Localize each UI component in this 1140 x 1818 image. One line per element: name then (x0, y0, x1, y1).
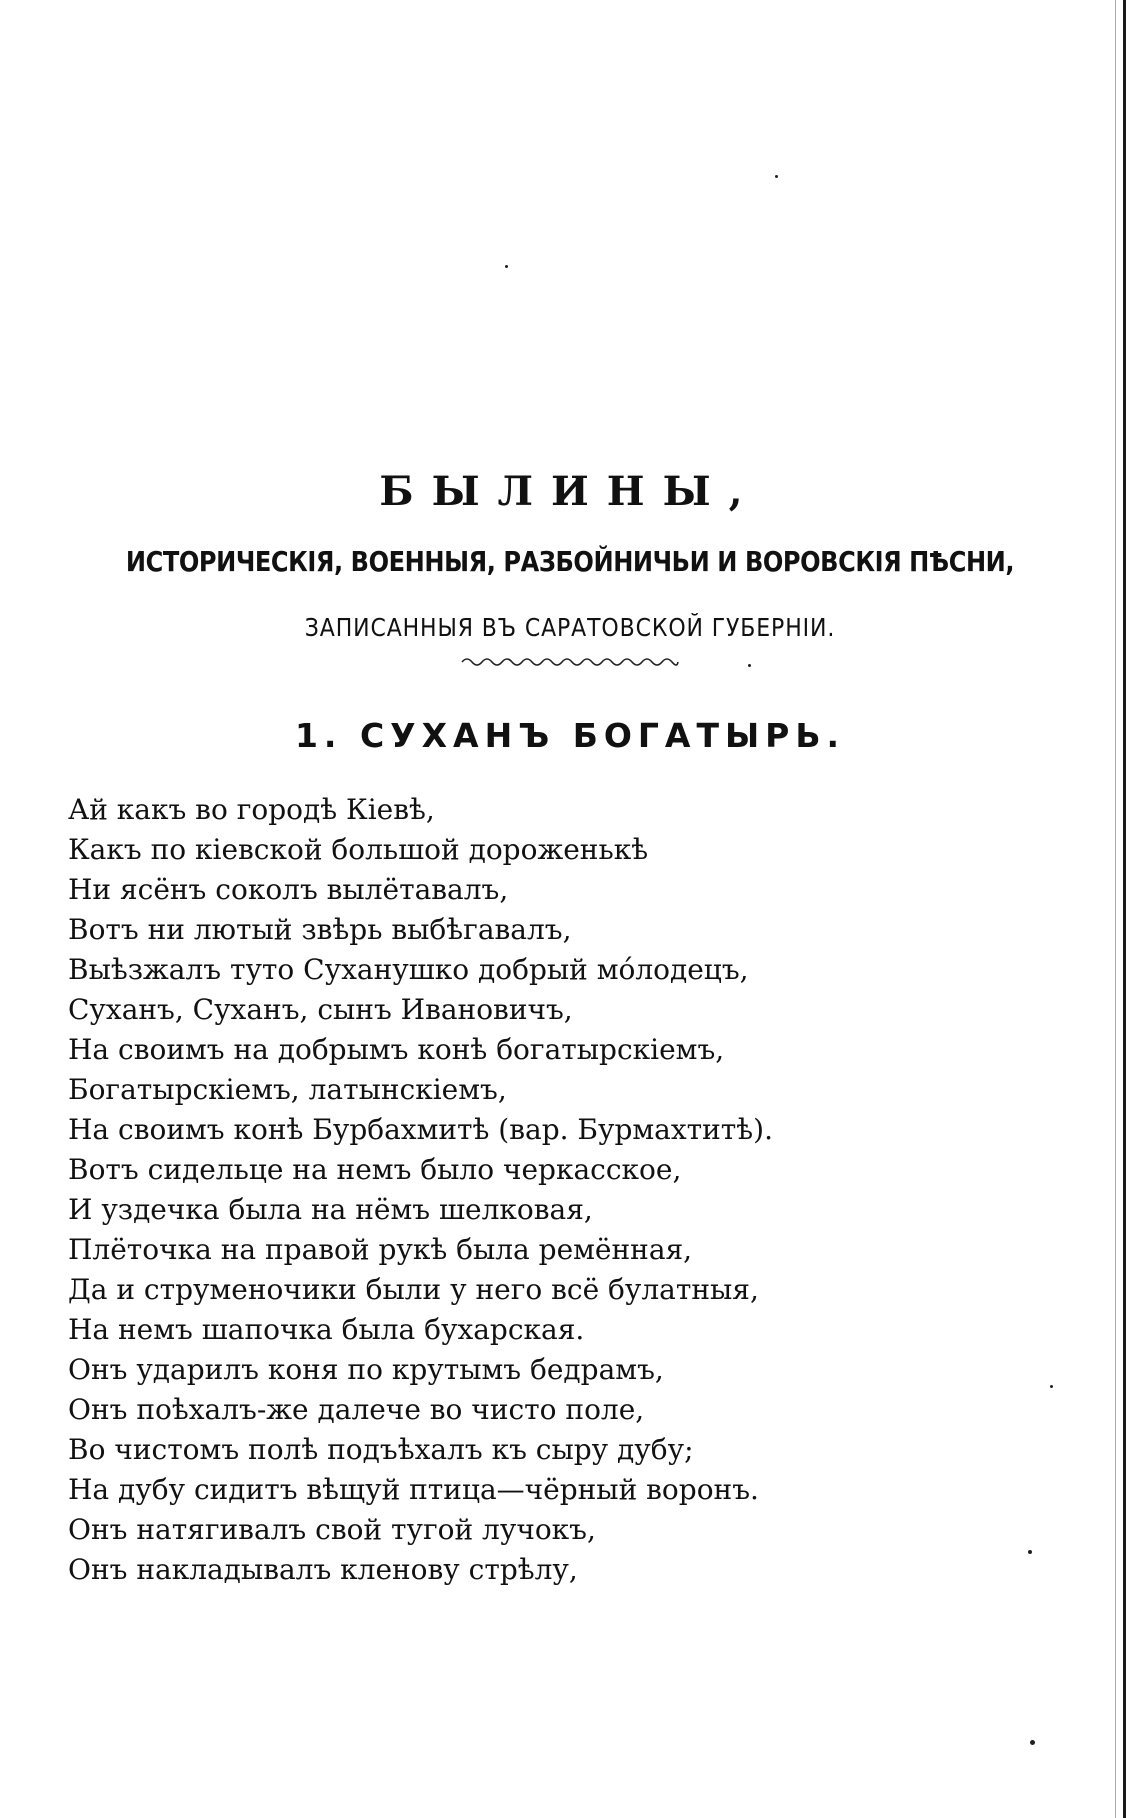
page-edge-line-thin (1115, 0, 1116, 1818)
poem-line: На своимъ на добрымъ конѣ богатырскіемъ, (68, 1033, 725, 1066)
page-edge-line (1123, 0, 1126, 1818)
print-speck (505, 265, 508, 268)
poem-line: Онъ поѣхалъ-же далече во чисто поле, (68, 1393, 645, 1426)
page-title: БЫЛИНЫ, (379, 468, 761, 515)
poem-line: Выѣзжалъ туто Суханушко добрый мóлодецъ, (68, 953, 749, 986)
poem-line: На немъ шапочка была бухарская. (68, 1313, 585, 1346)
poem-line: Суханъ, Суханъ, сынъ Ивановичъ, (68, 993, 573, 1026)
poem-line: Да и струменочики были у него всё булатныя, (68, 1273, 759, 1306)
poem-line: Ни ясёнъ соколъ вылётавалъ, (68, 873, 509, 906)
poem-line: На дубу сидитъ вѣщуй птица—чёрный воронъ. (68, 1473, 759, 1506)
section-heading: 1. СУХАНЪ БОГАТЫРЬ. (294, 716, 846, 755)
page-subtitle: ИСТОРИЧЕСКІЯ, ВОЕННЫЯ, РАЗБОЙНИЧЬИ И ВОРОВСКІЯ ПѢСНИ, (125, 545, 1015, 578)
poem-line: Богатырскіемъ, латынскіемъ, (68, 1073, 507, 1106)
print-speck (775, 175, 778, 178)
decorative-divider (0, 654, 1140, 673)
page-subtitle-secondary: ЗАПИСАННЫЯ ВЪ САРАТОВСКОЙ ГУБЕРНІИ. (304, 613, 836, 642)
poem-line: Онъ натягивалъ свой тугой лучокъ, (68, 1513, 596, 1546)
poem-line: Вотъ ни лютый звѣрь выбѣгавалъ, (68, 913, 572, 946)
poem-line: Онъ накладывалъ кленову стрѣлу, (68, 1553, 578, 1586)
poem-line: Онъ ударилъ коня по крутымъ бедрамъ, (68, 1353, 664, 1386)
poem-line: Ай какъ во городѣ Кіевѣ, (68, 793, 435, 826)
poem-text (68, 790, 1068, 1590)
poem-line: И уздечка была на нёмъ шелковая, (68, 1193, 593, 1226)
poem-line: Во чистомъ полѣ подъѣхалъ къ сыру дубу; (68, 1433, 694, 1466)
wave-ornament-icon (460, 655, 680, 669)
poem-line: Вотъ сидельце на немъ было черкасское, (68, 1153, 682, 1186)
poem-line: Плёточка на правой рукѣ была ремённая, (68, 1233, 693, 1266)
poem-line: На своимъ конѣ Бурбахмитѣ (вар. Бурмахтитѣ). (68, 1113, 774, 1146)
poem-line: Какъ по кіевской большой дороженькѣ (68, 833, 649, 866)
print-speck (1030, 1740, 1035, 1745)
